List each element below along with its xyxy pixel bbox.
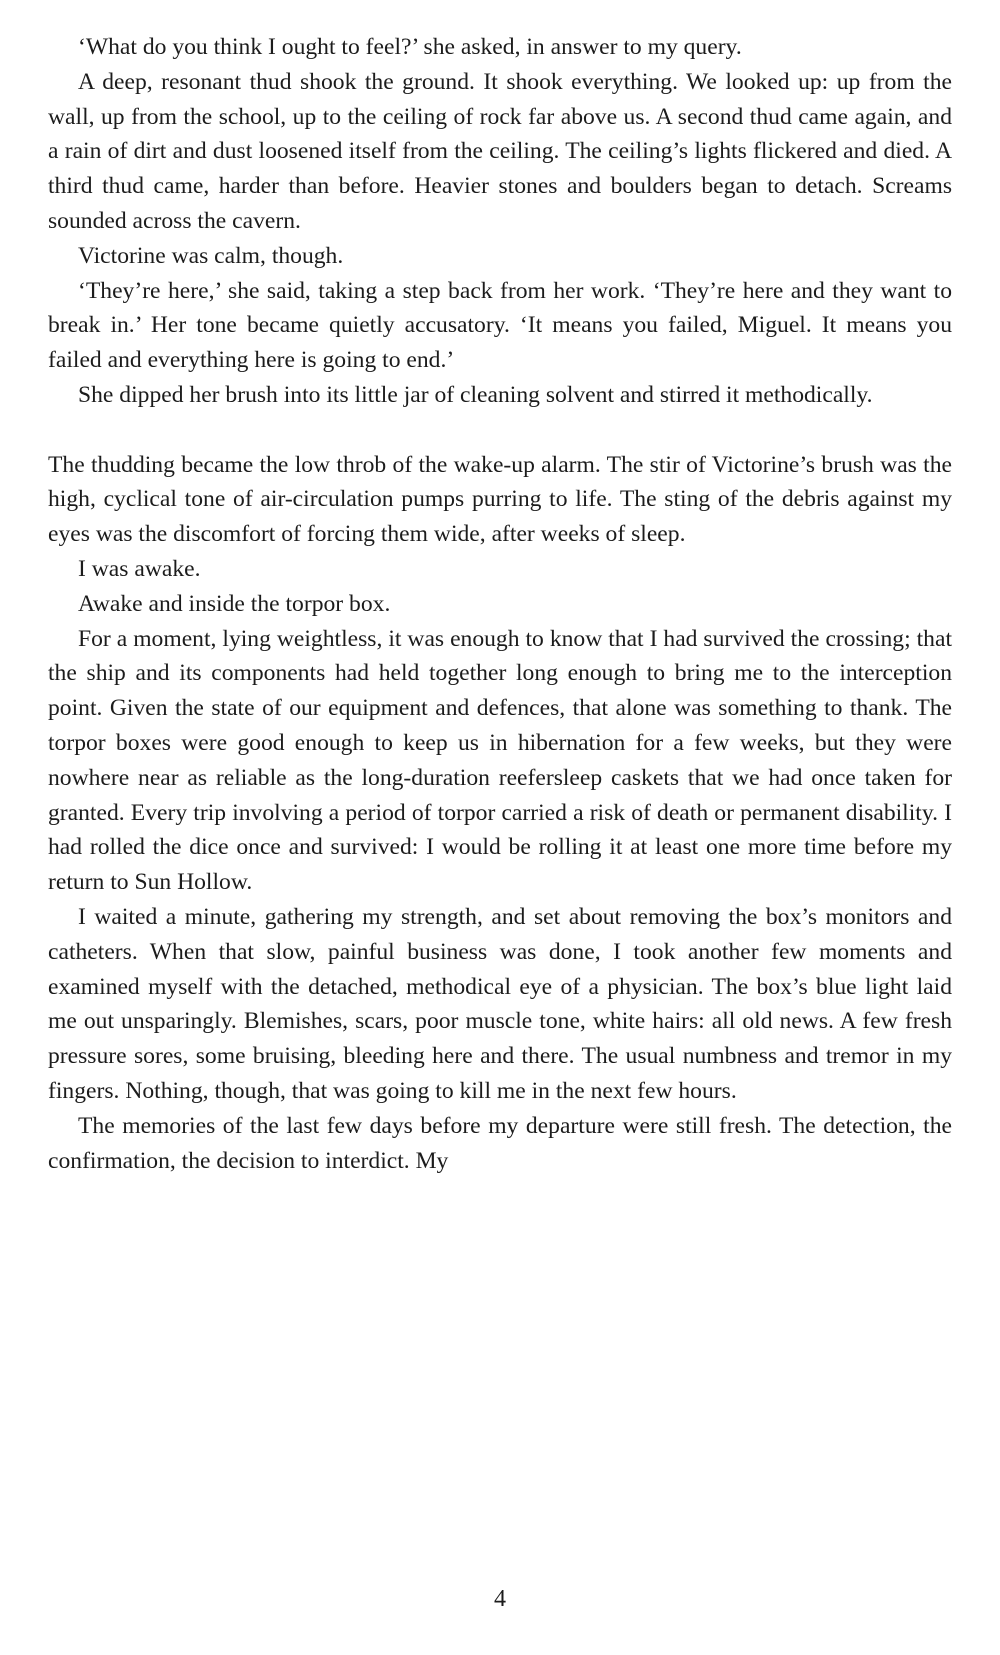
section-break <box>48 413 952 448</box>
paragraph: I waited a minute, gathering my strength, and set about removing the box’s monitors and catheters. When that slow, painful business was done, I took another few moments and examined myself with the detached, methodical eye of a physician. The box’s blue light laid me out unsparingly. Blemishes, scars, poor muscle tone, white hairs: all old news. A few fresh pressure sores, some bruising, bleeding here and there. The usual numbness and tremor in my fingers. Nothing, though, that was going to kill me in the next few hours. <box>48 903 952 1104</box>
text-section-dream <box>48 30 952 413</box>
paragraph: She dipped her brush into its little jar of cleaning solvent and stirred it methodically. <box>78 381 873 408</box>
paragraph: For a moment, lying weightless, it was enough to know that I had survived the crossing; that the ship and its components had held together long enough to bring me to the interception point. Given the state of our equipment and defences, that alone was something to thank. The torpor boxes were good enough to keep us in hibernation for a few weeks, but they were nowhere near as reliable as the long-duration reefersleep caskets that we had once taken for granted. Every trip involving a period of torpor carried a risk of death or permanent disability. I had rolled the dice once and survived: I would be rolling it at least one more time before my return to Sun Hollow. <box>48 625 952 896</box>
paragraph: ‘What do you think I ought to feel?’ she asked, in answer to my query. <box>78 34 742 60</box>
page-number: 4 <box>494 1586 506 1612</box>
paragraph: Awake and inside the torpor box. <box>78 590 391 617</box>
text-section-awakening <box>48 448 952 1179</box>
book-page-body <box>48 30 952 1178</box>
paragraph: A deep, resonant thud shook the ground. It shook everything. We looked up: up from the wall, up from the school, up to the ceiling of rock far above us. A second thud came again, and a rain of dirt and dust loosened itself from the ceiling. The ceiling’s lights flickered and died. A third thud came, harder than before. Heavier stones and boulders began to detach. Screams sounded across the cavern. <box>48 68 952 234</box>
paragraph: The memories of the last few days before my departure were still fresh. The detection, the confirmation, the decision to interdict. My <box>48 1112 952 1174</box>
paragraph: ‘They’re here,’ she said, taking a step back from her work. ‘They’re here and they want to break in.’ Her tone became quietly accusatory. ‘It means you failed, Miguel. It means you failed and everything here is going to end.’ <box>48 277 952 374</box>
paragraph: Victorine was calm, though. <box>78 242 344 269</box>
paragraph: The thudding became the low throb of the wake-up alarm. The stir of Victorine’s brush was the high, cyclical tone of air-circulation pumps purring to life. The sting of the debris against my eyes was the discomfort of forcing them wide, after weeks of sleep. <box>48 451 952 548</box>
paragraph: I was awake. <box>78 555 201 582</box>
